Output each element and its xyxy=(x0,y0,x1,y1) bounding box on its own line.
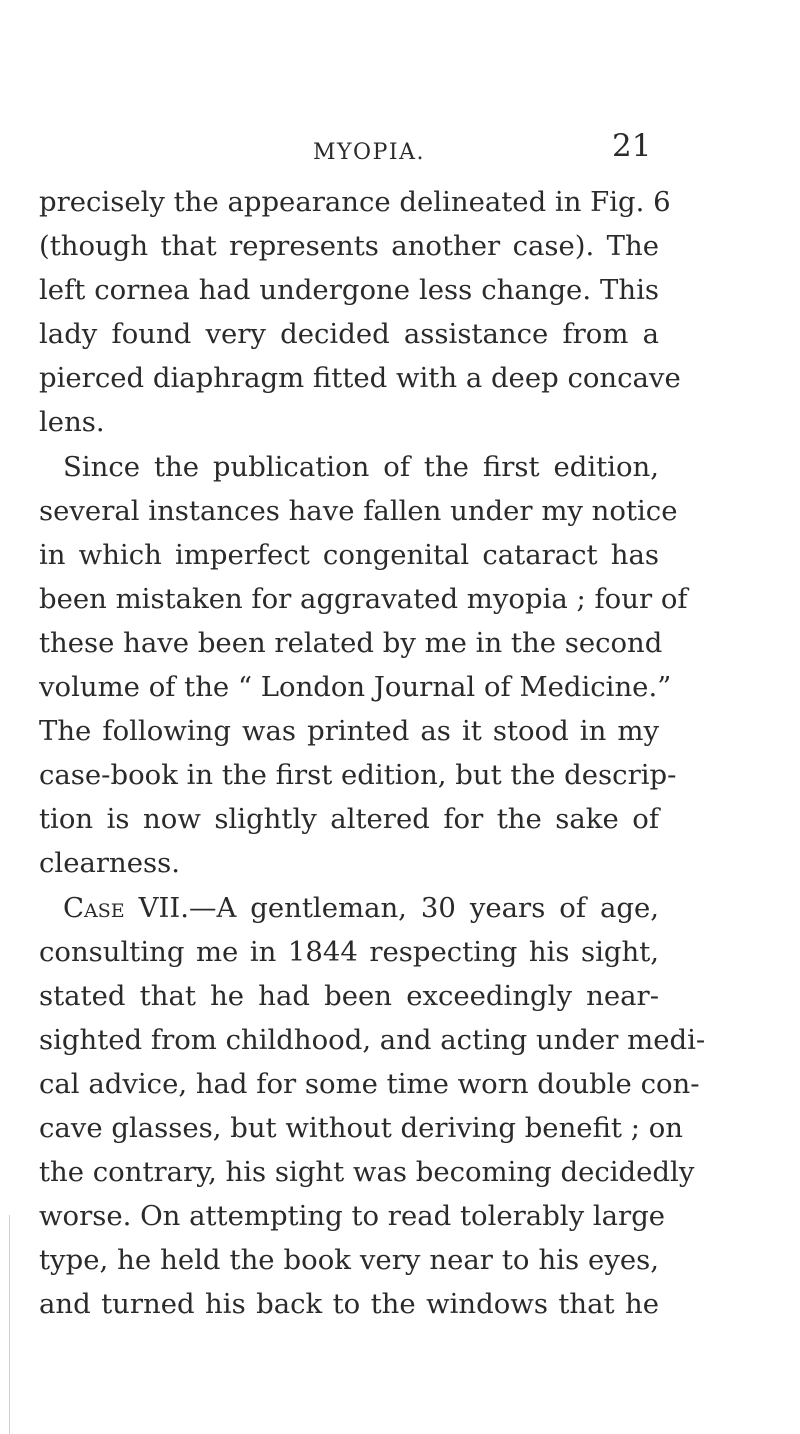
text-line: lens. xyxy=(39,406,105,439)
text-line: the contrary, his sight was becoming decidedly xyxy=(39,1156,695,1189)
text-line: precisely the appearance delineated in Fig. 6 xyxy=(39,186,671,218)
text-line: volume of the “ London Journal of Medicine.” xyxy=(39,671,672,704)
text-line: (though that represents another case). The xyxy=(39,230,659,263)
text-line: consulting me in 1844 respecting his sight, xyxy=(39,935,659,968)
case-label: Case VII. xyxy=(63,891,189,924)
text-line: cal advice, had for some time worn double con- xyxy=(39,1067,700,1100)
page-number: 21 xyxy=(612,128,652,164)
text-line: lady found very decided assistance from a xyxy=(39,318,659,351)
text-line: sighted from childhood, and acting under medi- xyxy=(39,1023,706,1056)
text-line: in which imperfect congenital cataract has xyxy=(39,538,659,571)
page-edge-line xyxy=(9,1215,10,1434)
running-head xyxy=(0,128,800,168)
text-line: pierced diaphragm fitted with a deep concave xyxy=(39,362,681,395)
text-line: worse. On attempting to read tolerably large xyxy=(39,1200,666,1233)
text-line: these have been related by me in the second xyxy=(39,626,663,659)
text-line: case-book in the first edition, but the descrip- xyxy=(39,759,677,792)
case-intro-text: —A gentleman, 30 years of age, xyxy=(188,891,659,924)
text-line: clearness. xyxy=(39,847,180,880)
text-line: several instances have fallen under my notice xyxy=(39,494,678,527)
text-line: Since the publication of the first edition, xyxy=(63,450,659,483)
text-line xyxy=(39,886,659,930)
text-line: and turned his back to the windows that he xyxy=(39,1288,659,1321)
body-text xyxy=(39,180,706,1326)
text-line: stated that he had been exceedingly near- xyxy=(39,979,659,1012)
text-line: type, he held the book very near to his eyes, xyxy=(39,1244,659,1277)
text-line: been mistaken for aggravated myopia ; four of xyxy=(39,582,688,615)
text-line: left cornea had undergone less change. This xyxy=(39,274,659,307)
text-line: The following was printed as it stood in my xyxy=(39,715,659,748)
text-line: tion is now slightly altered for the sake of xyxy=(39,803,659,836)
text-line: cave glasses, but without deriving benefit ; on xyxy=(39,1111,683,1144)
running-head-title: MYOPIA. xyxy=(313,140,425,165)
